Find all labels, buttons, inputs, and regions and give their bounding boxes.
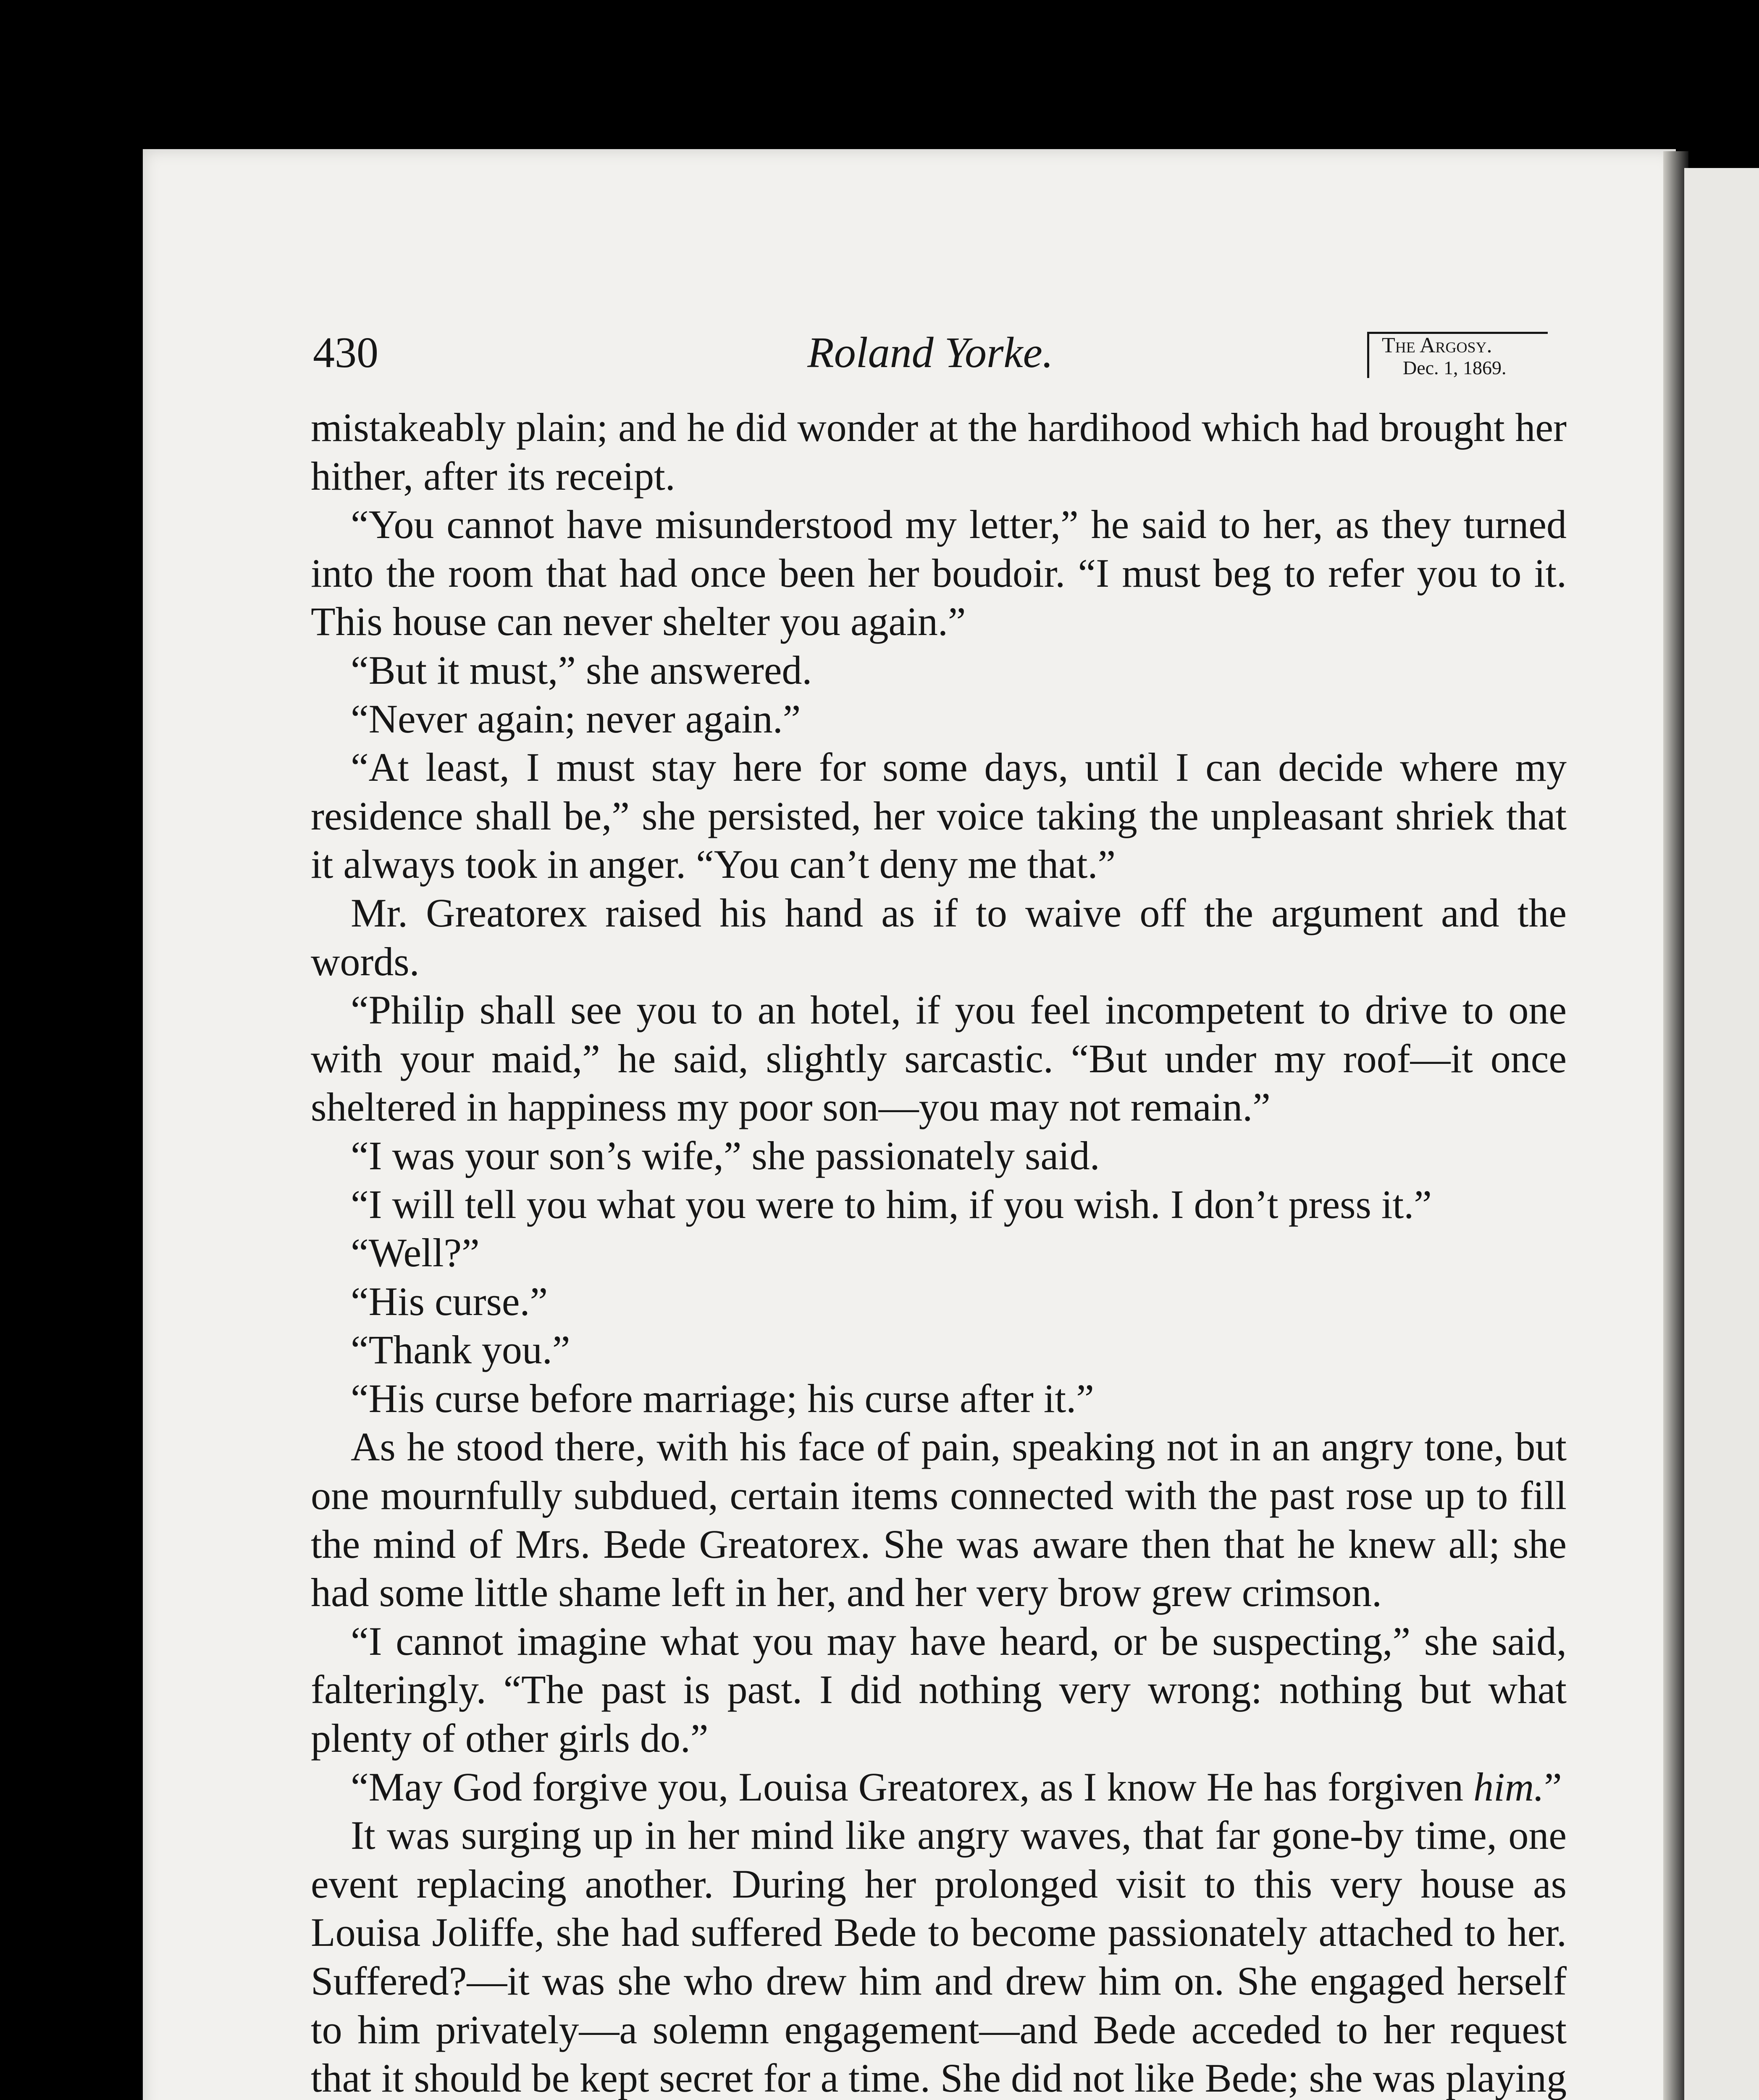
paragraph: “At least, I must stay here for some days, until I can decide where my residence shall be,” she persisted, her voice taking the unpleasant shriek that it always took in anger. “You can’t deny me that.”	[311, 745, 1567, 887]
paragraph: “Philip shall see you to an hotel, if you feel incompetent to drive to one with your maid,” he said, slightly sarcastic. “But under my roof—it once sheltered in happiness my poor son—you may not remain.”	[311, 987, 1567, 1130]
facing-page-edge	[1684, 168, 1759, 2100]
paragraph: “Well?”	[351, 1230, 480, 1276]
paragraph: “His curse before marriage; his curse after it.”	[351, 1376, 1094, 1421]
paragraph: “You cannot have misunderstood my letter,” he said to her, as they turned into the room that had once been her boudoir. “I must beg to refer you to it. This house can never shelter you again.”	[311, 502, 1567, 644]
italic-him: him.	[1473, 1764, 1544, 1809]
paragraph: Mr. Greatorex raised his hand as if to waive off the argument and the words.	[311, 890, 1567, 984]
body-text	[311, 403, 1567, 2100]
paragraph: mistakeably plain; and he did wonder at the hardihood which had brought her hither, after its receipt.	[311, 405, 1567, 499]
paragraph: It was surging up in her mind like angry waves, that far gone-by time, one event replacing another. During her prolonged visit to this very house as Louisa Joliffe, she had suffered Bede to become passionately attached to her. Suffered?—it was she who drew him and drew him on. She engaged herself to him privately—a solemn engagement—and Bede acceded to her request that it should be kept secret for a time. She did not like Bede; she was playing	[311, 1813, 1567, 2100]
issue-publication: The Argosy.	[1382, 333, 1492, 357]
paragraph: “I will tell you what you were to him, if you wish. I don’t press it.”	[351, 1181, 1432, 1227]
issue-date: Dec. 1, 1869.	[1403, 357, 1507, 378]
issue-bracket	[1367, 332, 1548, 378]
paragraph-forgiven-text: “May God forgive you, Louisa Greatorex, as I know He has forgiven	[351, 1764, 1464, 1809]
paragraph: As he stood there, with his face of pain, speaking not in an angry tone, but one mournfully subdued, certain items connected with the past rose up to fill the mind of Mrs. Bede Greatorex. She was aware then that he knew all; she had some little shame left in her, and her very brow grew crimson.	[311, 1424, 1567, 1615]
paragraph: “Thank you.”	[351, 1327, 570, 1373]
paragraph: “But it must,” she answered.	[351, 647, 812, 693]
paragraph: “I was your son’s wife,” she passionately said.	[351, 1133, 1100, 1178]
paragraph-forgiven	[311, 1763, 1567, 1811]
running-title: Roland Yorke.	[807, 328, 1053, 377]
paragraph: “I cannot imagine what you may have heard, or be suspecting,” she said, falteringly. “The past is past. I did nothing very wrong: nothing but what plenty of other girls do.”	[311, 1618, 1567, 1761]
closing-quote: ”	[1544, 1764, 1562, 1809]
page-number: 430	[313, 328, 378, 377]
paragraph: “His curse.”	[351, 1278, 548, 1324]
paragraph: “Never again; never again.”	[351, 696, 801, 741]
running-head	[313, 328, 1548, 382]
